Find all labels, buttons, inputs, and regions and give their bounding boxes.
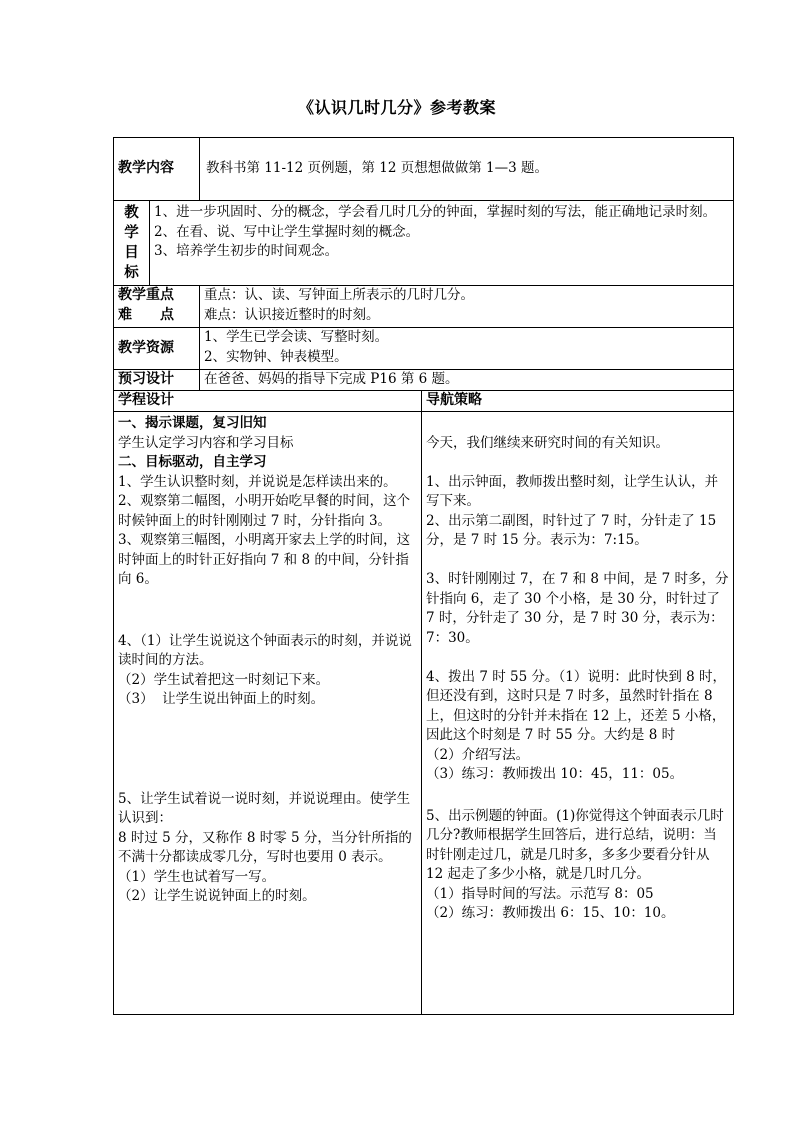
process-right-column [422,412,734,1015]
preview-label: 预习设计 [114,370,200,391]
process-left-header: 学程设计 [114,391,422,412]
content-text: 教科书第 11-12 页例题，第 12 页想想做做第 1—3 题。 [200,138,734,201]
left-step-5-4: （2）让学生说说钟面上的时刻。 [118,888,316,904]
process-body-row [114,412,734,1015]
process-left-column [114,412,422,1015]
page-title: 《认识几时几分》参考教案 [297,98,496,117]
right-step-3: 3、时针刚刚过 7，在 7 和 8 中间，是 7 时多，分针指向 6，走了 30 个小格，是 30 分，时针过了 7 时，分针走了 30 分，是 7 时 30 分，表示为：7：30。 [426,571,729,646]
right-step-4-2: （2）介绍写法。 [426,746,530,763]
right-intro: 今天，我们继续来研究时间的有关知识。 [426,434,669,451]
left-step-4: 4、（1）让学生说说这个钟面表示的时刻，并说说读时间的方法。 [118,632,412,668]
right-step-4-3: （3）练习：教师拨出 10：45，11：05。 [426,766,684,782]
goal-item-1: 1、进一步巩固时、分的概念，学会看几时几分的钟面，掌握时刻的写法，能正确地记录时刻。 [154,204,717,220]
resource-item-2: 2、实物钟、钟表模型。 [204,348,348,365]
right-step-5-3: （2）练习：教师拨出 6：15、10：10。 [426,905,675,921]
difficulty-text: 难点：认识接近整时的时刻。 [204,306,380,323]
content-label: 教学内容 [114,138,200,201]
key-points-row [114,286,734,328]
preview-row [114,370,734,391]
left-step-5: 5、让学生试着说一说时刻，并说说理由。使学生认识到： [118,790,411,826]
right-step-5-2: （1）指导时间的写法。示范写 8：05 [426,885,654,902]
process-right-header: 导航策略 [422,391,734,412]
goals-label: 教 学 目 标 [114,201,150,286]
right-step-2: 2、出示第二副图，时针过了 7 时，分针走了 15 分，是 7 时 15 分。表示为：7:15。 [426,512,717,548]
left-step-2: 2、观察第二幅图，小明开始吃早餐的时间，这个时候钟面上的时针刚刚过 7 时，分针指向 3。 [118,493,411,529]
left-step-1: 1、学生认识整时刻，并说说是怎样读出来的。 [118,473,397,490]
resources-label: 教学资源 [114,328,200,370]
process-header-row [114,391,734,412]
right-step-4: 4、拨出 7 时 55 分。（1）说明：此时快到 8 时，但还没有到，这时只是 7 时多，虽然时针指在 8 上，但这时的分针并未指在 12 上，还差 5 小格，因此这个时刻是 7 时 55 分。大约是 8 时 [426,668,727,743]
section-1-heading: 一、揭示课题，复习旧知 [118,415,267,431]
left-step-3: 3、观察第三幅图，小明离开家去上学的时间，这时钟面上的时针正好指向 7 和 8 的中间，分针指向 6。 [118,532,411,587]
left-step-4-3: （3） 让学生说出钟面上的时刻。 [118,691,325,707]
right-step-5: 5、出示例题的钟面。(1)你觉得这个钟面表示几时几分?教师根据学生回答后，进行总结，说明：当时针刚走过几，就是几时多，多多少要看分针从 12 起走了多少小格，就是几时几分。 [426,807,724,882]
left-step-5-3: （1）学生也试着写一写。 [118,868,276,885]
left-step-4-2: （2）学生试着把这一时刻记下来。 [118,671,330,688]
left-step-5-2: 8 时过 5 分，又称作 8 时零 5 分，当分针所指的不满十分都读成零几分，写时也要用 0 表示。 [118,829,412,865]
goals-row [114,201,734,286]
right-step-1: 1、出示钟面，教师拨出整时刻，让学生认认，并写下来。 [426,473,719,509]
preview-text: 在爸爸、妈妈的指导下完成 P16 第 6 题。 [200,370,734,391]
key-point-text: 重点：认、读、写钟面上所表示的几时几分。 [204,287,474,303]
lesson-plan-table [113,137,734,1015]
resources-row [114,328,734,370]
resource-item-1: 1、学生已学会读、写整时刻。 [204,329,389,345]
section-2-heading: 二、目标驱动，自主学习 [118,454,267,470]
content-row [114,138,734,201]
section-1-text: 学生认定学习内容和学习目标 [118,434,294,451]
goal-item-2: 2、在看、说、写中让学生掌握时刻的概念。 [154,223,420,240]
key-points-label: 教学重点 难 点 [114,286,200,328]
goal-item-3: 3、培养学生初步的时间观念。 [154,243,339,259]
